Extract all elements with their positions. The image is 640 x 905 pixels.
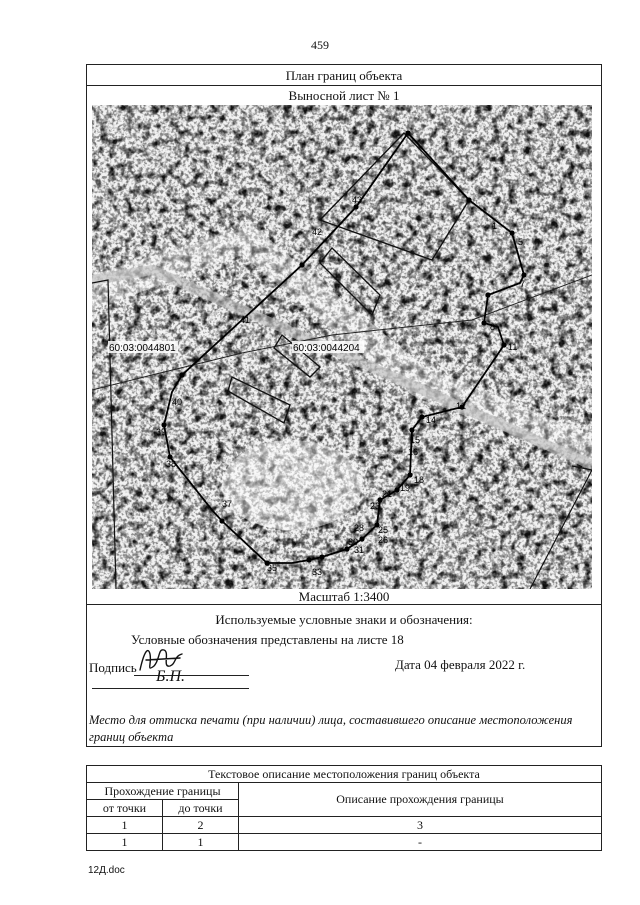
svg-text:35: 35 <box>267 563 278 573</box>
document-date: Дата 04 февраля 2022 г. <box>395 657 526 672</box>
title-divider <box>86 85 602 86</box>
svg-text:33: 33 <box>312 567 323 577</box>
table-row <box>87 817 602 834</box>
svg-text:41: 41 <box>240 315 251 325</box>
boundary-description-table <box>86 765 602 851</box>
svg-text:11: 11 <box>508 342 518 352</box>
col-to-header: до точки <box>163 800 239 817</box>
svg-text:15: 15 <box>410 435 421 445</box>
stamp-note: Место для оттиска печати (при наличии) лица, составившего описание местоположения границ объекта <box>89 713 573 744</box>
row-desc: 3 <box>239 817 602 834</box>
map-scale: Масштаб 1:3400 <box>298 589 390 604</box>
svg-text:8: 8 <box>490 322 496 332</box>
svg-text:19: 19 <box>400 483 411 493</box>
signature-initials: Б.П. <box>156 668 185 685</box>
map-svg <box>92 105 592 589</box>
row-desc: - <box>239 834 602 851</box>
map-clearing-2 <box>222 440 362 530</box>
aerial-map <box>92 105 592 589</box>
row-from: 1 <box>87 817 163 834</box>
svg-text:26: 26 <box>378 535 389 545</box>
svg-text:30: 30 <box>348 537 359 547</box>
svg-text:38: 38 <box>166 459 177 469</box>
legend-text: Условные обозначения представлены на листе 18 <box>131 632 404 647</box>
row-to: 2 <box>163 817 239 834</box>
svg-text:60:03:0044204: 60:03:0044204 <box>293 343 360 354</box>
group-header: Прохождение границы <box>87 783 239 800</box>
signature-label: Подпись <box>89 660 137 675</box>
svg-text:40: 40 <box>172 397 183 407</box>
svg-text:43: 43 <box>352 195 363 205</box>
col-description-header: Описание прохождения границы <box>239 783 602 817</box>
svg-text:5: 5 <box>518 237 524 247</box>
svg-text:1: 1 <box>492 221 498 231</box>
svg-text:37: 37 <box>222 499 233 509</box>
svg-text:21: 21 <box>382 489 393 499</box>
svg-text:23: 23 <box>370 501 381 511</box>
legend-title: Используемые условные знаки и обозначения: <box>215 612 473 627</box>
row-to: 1 <box>163 834 239 851</box>
table-row <box>87 834 602 851</box>
col-from-header: от точки <box>87 800 163 817</box>
svg-text:39: 39 <box>156 427 167 437</box>
sheet-subtitle: Выносной лист № 1 <box>288 88 400 103</box>
svg-text:31: 31 <box>354 545 365 555</box>
table-title: Текстовое описание местоположения границ объекта <box>87 766 602 783</box>
file-name: 12Д.doc <box>88 865 125 876</box>
svg-text:16: 16 <box>408 447 419 457</box>
svg-text:7: 7 <box>520 279 526 289</box>
row-from: 1 <box>87 834 163 851</box>
svg-text:12: 12 <box>456 401 467 411</box>
svg-text:28: 28 <box>354 523 365 533</box>
svg-text:14: 14 <box>426 415 437 425</box>
svg-text:42: 42 <box>312 227 323 237</box>
plan-title: План границ объекта <box>285 68 403 83</box>
svg-text:60:03:0044801: 60:03:0044801 <box>109 343 176 354</box>
page-number: 459 <box>311 38 329 52</box>
svg-text:25: 25 <box>378 525 389 535</box>
signature-decryption-line <box>92 688 249 689</box>
svg-text:18: 18 <box>414 475 425 485</box>
